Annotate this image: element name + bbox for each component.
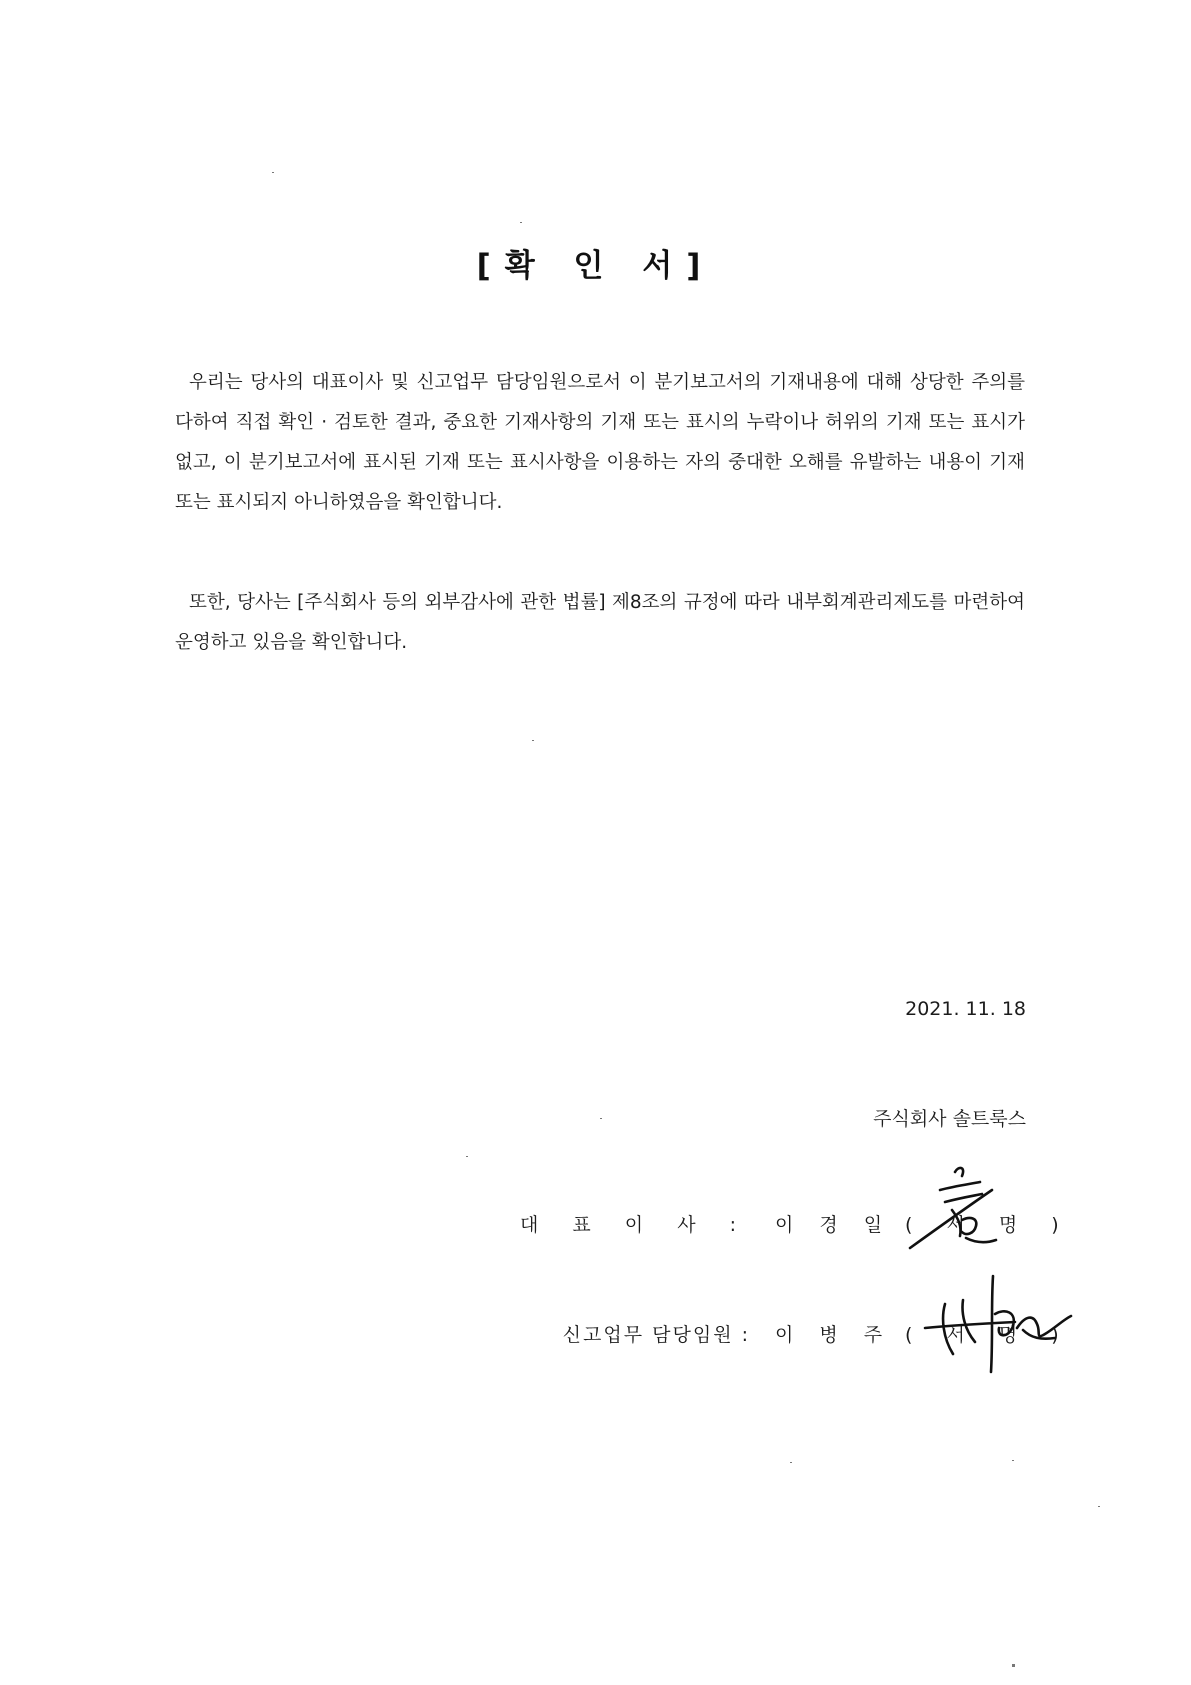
- scan-speck: [1098, 1506, 1100, 1507]
- signatory-role: 신고업무 담당임원 :: [562, 1324, 750, 1346]
- signatory-name: 이 경 일: [775, 1214, 893, 1236]
- company-name: 주식회사 솔트룩스: [873, 1108, 1026, 1130]
- internal-control-paragraph: 또한, 당사는 [주식회사 등의 외부감사에 관한 법률] 제8조의 규정에 따라 내부회계관리제도를 마련하여 운영하고 있음을 확인합니다.: [175, 592, 1025, 653]
- scan-speck: [1012, 1460, 1014, 1461]
- signature-placeholder: ( 서 명 ): [905, 1214, 1073, 1236]
- signature-placeholder: ( 서 명 ): [905, 1324, 1073, 1346]
- scan-speck: [520, 222, 522, 223]
- scan-speck: [532, 740, 534, 741]
- scan-speck: [1012, 1664, 1015, 1667]
- scan-speck: [272, 172, 274, 173]
- confirmation-paragraph: 우리는 당사의 대표이사 및 신고업무 담당임원으로서 이 분기보고서의 기재내용에 대해 상당한 주의를 다하여 직접 확인 · 검토한 결과, 중요한 기재사항의 기재 또는 표시의 누락이나 허위의 기재 또는 표시가 없고, 이 분기보고서에 표시된 기재 또는 표시사항을 이용하는 자의 중대한 오해를 유발하는 내용이 기재 또는 표시되지 아니하였음을 확인합니다.: [175, 372, 1025, 513]
- scan-speck: [466, 1156, 468, 1157]
- document-date: 2021. 11. 18: [905, 998, 1026, 1020]
- document-title: [확 인 서]: [476, 248, 715, 284]
- scan-speck: [600, 1118, 602, 1119]
- scan-speck: [790, 1462, 792, 1463]
- signatory-name: 이 병 주: [775, 1324, 893, 1346]
- signatory-role: 대 표 이 사 :: [520, 1214, 750, 1236]
